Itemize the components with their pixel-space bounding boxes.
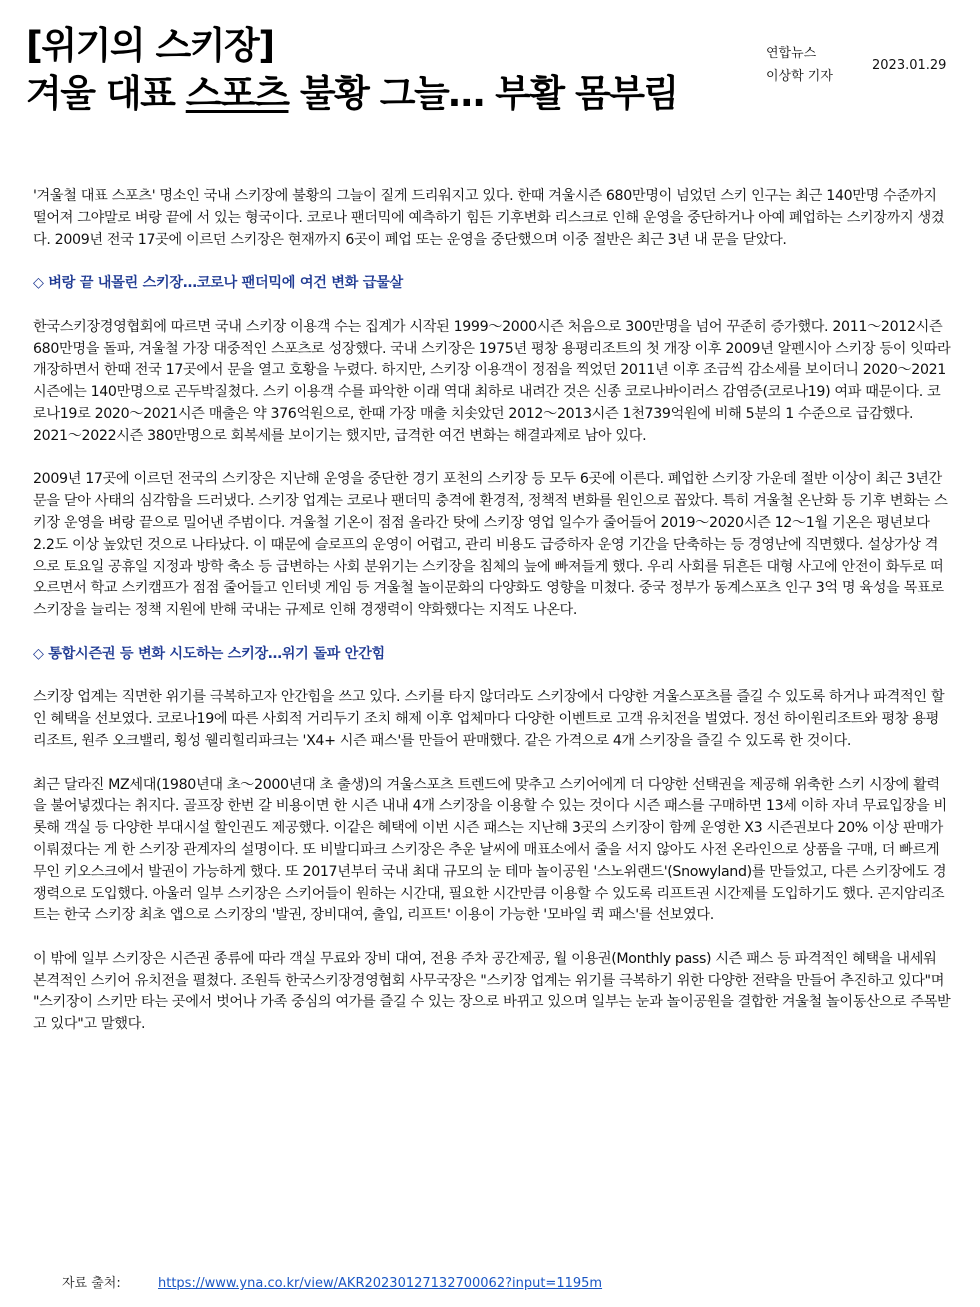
- title-underlined-word: 스포츠: [185, 72, 289, 115]
- title-line-2-suffix: 불황 그늘… 부활 몸부림: [288, 72, 678, 115]
- body-paragraph-3: 스키장 업계는 직면한 위기를 극복하고자 안간힘을 쓰고 있다. 스키를 타지 않더라도 스키장에서 다양한 겨울스포츠를 즐길 수 있도록 하거나 파격적인 할인 혜택을 선보였다. 코로나19에 따른 사회적 거리두기 조치 해제 이후 업체마다 다양한 이벤트로 고객 유치전을 벌였다. 정선 하이원리조트와 평창 용평리조트, 원주 오크밸리, 횡성 웰리힐리파크는 'X4+ 시즌 패스'를 만들어 판매했다. 같은 가격으로 4개 스키장을 즐길 수 있도록 한 것이다.: [33, 689, 945, 749]
- article-date: 2023.01.29: [872, 58, 947, 73]
- article-title: [26, 22, 746, 118]
- byline: [766, 42, 833, 88]
- reporter-name: 이상학 기자: [766, 69, 833, 84]
- body-paragraph-2: 2009년 17곳에 이르던 전국의 스키장은 지난해 운영을 중단한 경기 포천의 스키장 등 모두 6곳에 이른다. 폐업한 스키장 가운데 절반 이상이 최근 3년간 문을 닫아 사태의 심각함을 드러냈다. 스키장 업계는 코로나 팬더믹 충격에 환경적, 정책적 변화를 원인으로 꼽았다. 특히 겨울철 온난화 등 기후 변화는 스키장 운영을 벼랑 끝으로 밀어낸 주범이다. 겨울철 기온이 점점 올라간 탓에 스키장 영업 일수가 줄어들어 2019～2020시즌 12～1월 기온은 평년보다 2.2도 이상 높았던 것으로 나타났다. 이 때문에 슬로프의 운영이 어렵고, 관리 비용도 급증하자 운영 기간을 단축하는 등 경영난에 직면했다. 설상가상 격으로 토요일 공휴일 지정과 방학 축소 등 급변하는 사회 분위기는 스키장을 침체의 늪에 빠져들게 했다. 우리 사회를 뒤흔든 대형 사고에 안전이 화두로 떠오르면서 학교 스키캠프가 점점 줄어들고 인터넷 게임 등 겨울철 놀이문화의 다양화도 영향을 미쳤다. 중국 정부가 동계스포츠 인구 3억 명 육성을 목표로 스키장을 늘리는 정책 지원에 반해 국내는 규제로 인해 경쟁력이 약화했다는 지적도 나온다.: [33, 471, 948, 619]
- intro-paragraph: '겨울철 대표 스포츠' 명소인 국내 스키장에 불황의 그늘이 짙게 드리워지고 있다. 한때 겨울시즌 680만명이 넘었던 스키 인구는 최근 140만명 수준까지 떨어져 그야말로 벼랑 끝에 서 있는 형국이다. 코로나 팬더믹에 예측하기 힘든 기후변화 리스크로 인해 운영을 중단하거나 아예 폐업하는 스키장까지 생겼다. 2009년 전국 17곳에 이르던 스키장은 현재까지 6곳이 폐업 또는 운영을 중단했으며 이중 절반은 최근 3년 내 문을 닫았다.: [33, 188, 945, 248]
- source-link[interactable]: https://www.yna.co.kr/view/AKR20230127132700062?input=1195m: [158, 1276, 603, 1291]
- body-paragraph-4: 최근 달라진 MZ세대(1980년대 초～2000년대 초 출생)의 겨울스포츠 트렌드에 맞추고 스키어에게 더 다양한 선택권을 제공해 위축한 스키 시장에 활력을 불어넣겠다는 취지다. 골프장 한번 갈 비용이면 한 시즌 내내 4개 스키장을 이용할 수 있는 것이다 시즌 패스를 구매하면 13세 이하 자녀 무료입장을 비롯해 객실 등 다양한 부대시설 할인권도 제공했다. 이같은 혜택에 이번 시즌 패스는 지난해 3곳의 스키장이 함께 운영한 X3 시즌권보다 20% 이상 판매가 이뤄졌다는 게 한 스키장 관계자의 설명이다. 또 비발디파크 스키장은 추운 날씨에 매표소에서 줄을 서지 않아도 사전 온라인으로 상품을 구매, 더 빠르게 무인 키오스크에서 발권이 가능하게 했다. 또 2017년부터 국내 최대 규모의 눈 테마 놀이공원 '스노위랜드'(Snowyland)를 만들었고, 다른 스키장에도 경쟁력으로 도입했다. 아울러 일부 스키장은 스키어들이 원하는 시간대, 필요한 시간만큼 이용할 수 있도록 리프트권 시간제를 도입하기도 했다. 곤지암리조트는 한국 스키장 최초 앱으로 스키장의 '발권, 장비대여, 출입, 리프트' 이용이 가능한 '모바일 퀵 패스'를 선보였다.: [33, 776, 947, 924]
- publisher-name: 연합뉴스: [766, 46, 817, 61]
- body-paragraph-5: 이 밖에 일부 스키장은 시즌권 종류에 따라 객실 무료와 장비 대여, 전용 주차 공간제공, 월 이용권(Monthly pass) 시즌 패스 등 파격적인 혜택을 내세워 본격적인 스키어 유치전을 펼쳤다. 조원득 한국스키장경영협회 사무국장은 "스키장 업계는 위기를 극복하기 위한 다양한 전략을 만들어 추진하고 있다"며 "스키장이 스키만 타는 곳에서 벗어나 가족 중심의 여가를 즐길 수 있는 장으로 바뀌고 있으며 일부는 눈과 놀이공원을 결합한 겨울철 놀이동산으로 주목받고 있다"고 말했다.: [33, 950, 951, 1033]
- title-line-2-prefix: 겨울 대표: [26, 72, 186, 115]
- section-heading-2: ◇ 통합시즌권 등 변화 시도하는 스키장…위기 돌파 안간힘: [33, 645, 385, 662]
- section-heading-1: ◇ 벼랑 끝 내몰린 스키장…코로나 팬더믹에 여건 변화 급물살: [33, 275, 403, 292]
- source-label: 자료 출처:: [62, 1276, 121, 1291]
- title-line-2: [26, 70, 746, 118]
- source-footer: [62, 1272, 602, 1291]
- article-body: [33, 186, 951, 1058]
- body-paragraph-1: 한국스키장경영협회에 따르면 국내 스키장 이용객 수는 집계가 시작된 1999～2000시즌 처음으로 300만명을 넘어 꾸준히 증가했다. 2011～2012시즌 680만명을 돌파, 겨울철 가장 대중적인 스포츠로 성장했다. 국내 스키장은 1975년 평창 용평리조트의 첫 개장 이후 2009년 알펜시아 스키장 등이 잇따라 개장하면서 한때 전국 17곳에서 문을 열고 호황을 누렸다. 하지만, 스키장 이용객이 정점을 찍었던 2011년 이후 조금씩 감소세를 보이더니 2020～2021시즌에는 140만명으로 곤두박질쳤다. 스키 이용객 수를 파악한 이래 역대 최하로 내려간 것은 신종 코로나바이러스 감염증(코로나19) 여파 때문이다. 코로나19로 2020～2021시즌 매출은 약 376억원으로, 한때 가장 매출 치솟았던 2012～2013시즌 1천739억원에 비해 5분의 1 수준으로 급감했다. 2021～2022시즌 380만명으로 회복세를 보이기는 했지만, 급격한 여건 변화는 해결과제로 남아 있다.: [33, 318, 951, 444]
- title-line-1: [위기의 스키장]: [26, 24, 274, 67]
